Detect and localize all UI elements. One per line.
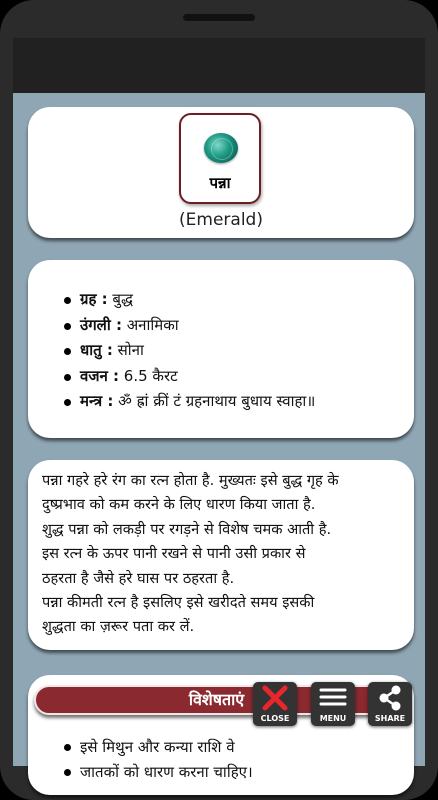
property-value: बुद्ध xyxy=(107,290,133,308)
menu-label: MENU xyxy=(319,714,347,723)
description-card xyxy=(28,460,414,650)
gem-card xyxy=(28,107,414,238)
close-label: CLOSE xyxy=(260,714,290,723)
property-value: अनामिका xyxy=(121,315,179,334)
top-bar xyxy=(13,38,425,93)
property-key: उंगली : xyxy=(80,315,122,334)
feature-item: इसे मिथुन और कन्या राशि वे xyxy=(58,735,398,760)
share-button[interactable] xyxy=(368,682,412,726)
property-value: सोना xyxy=(112,341,144,359)
property-value: 6.5 कैरट xyxy=(119,366,178,385)
content-area[interactable] xyxy=(13,93,425,781)
gem-name: पन्ना xyxy=(209,174,231,192)
property-key: मन्त्र : xyxy=(80,392,114,410)
features-list xyxy=(58,735,398,785)
description-line: शुद्धता का ज़रूर पता कर लें. xyxy=(42,618,195,636)
phone-speaker xyxy=(183,14,255,21)
property-item xyxy=(58,338,410,364)
description-line: ठहरता है जैसे हरे घास पर ठहरता है. xyxy=(42,569,235,587)
description-line: इस रत्न के ऊपर पानी रखने से पानी उसी प्रकार से xyxy=(42,545,306,563)
close-button[interactable] xyxy=(253,682,297,726)
feature-item: जातकों को धारण करना चाहिए। xyxy=(58,760,398,785)
property-item xyxy=(58,389,410,415)
features-card xyxy=(28,675,414,795)
menu-button[interactable] xyxy=(311,682,355,726)
property-key: वजन : xyxy=(80,366,120,385)
screen xyxy=(13,38,425,781)
property-item xyxy=(58,313,410,339)
description-line: शुद्ध पन्ना को लकड़ी पर रगड़ने से विशेष चमक आती है. xyxy=(42,520,332,538)
description-text xyxy=(42,469,406,640)
properties-list xyxy=(58,287,410,415)
property-item xyxy=(58,364,410,390)
description-line: पन्ना कीमती रत्न है इसलिए इसे खरीदते समय इसकी xyxy=(42,594,315,612)
share-icon xyxy=(376,685,404,711)
gem-english-name: (Emerald) xyxy=(179,210,263,230)
emerald-gem-image xyxy=(204,133,238,163)
close-icon xyxy=(261,685,289,711)
property-item xyxy=(58,287,410,313)
property-value: ॐ ह्रां क्रीं टं ग्रहनाथाय बुधाय स्वाहा॥ xyxy=(113,392,316,410)
description-line: दुष्प्रभाव को कम करने के लिए धारण किया जाता है. xyxy=(42,496,316,514)
share-label: SHARE xyxy=(374,714,406,723)
description-line: पन्ना गहरे हरे रंग का रत्न होता है. मुख्यतः इसे बुद्ध गृह के xyxy=(42,472,339,489)
properties-card xyxy=(28,260,414,438)
property-key: ग्रह : xyxy=(80,290,108,308)
property-key: धातु : xyxy=(80,341,113,359)
gem-thumbnail[interactable] xyxy=(179,113,261,204)
features-header[interactable]: विशेषताएं xyxy=(34,685,399,715)
hamburger-menu-icon xyxy=(319,685,347,711)
